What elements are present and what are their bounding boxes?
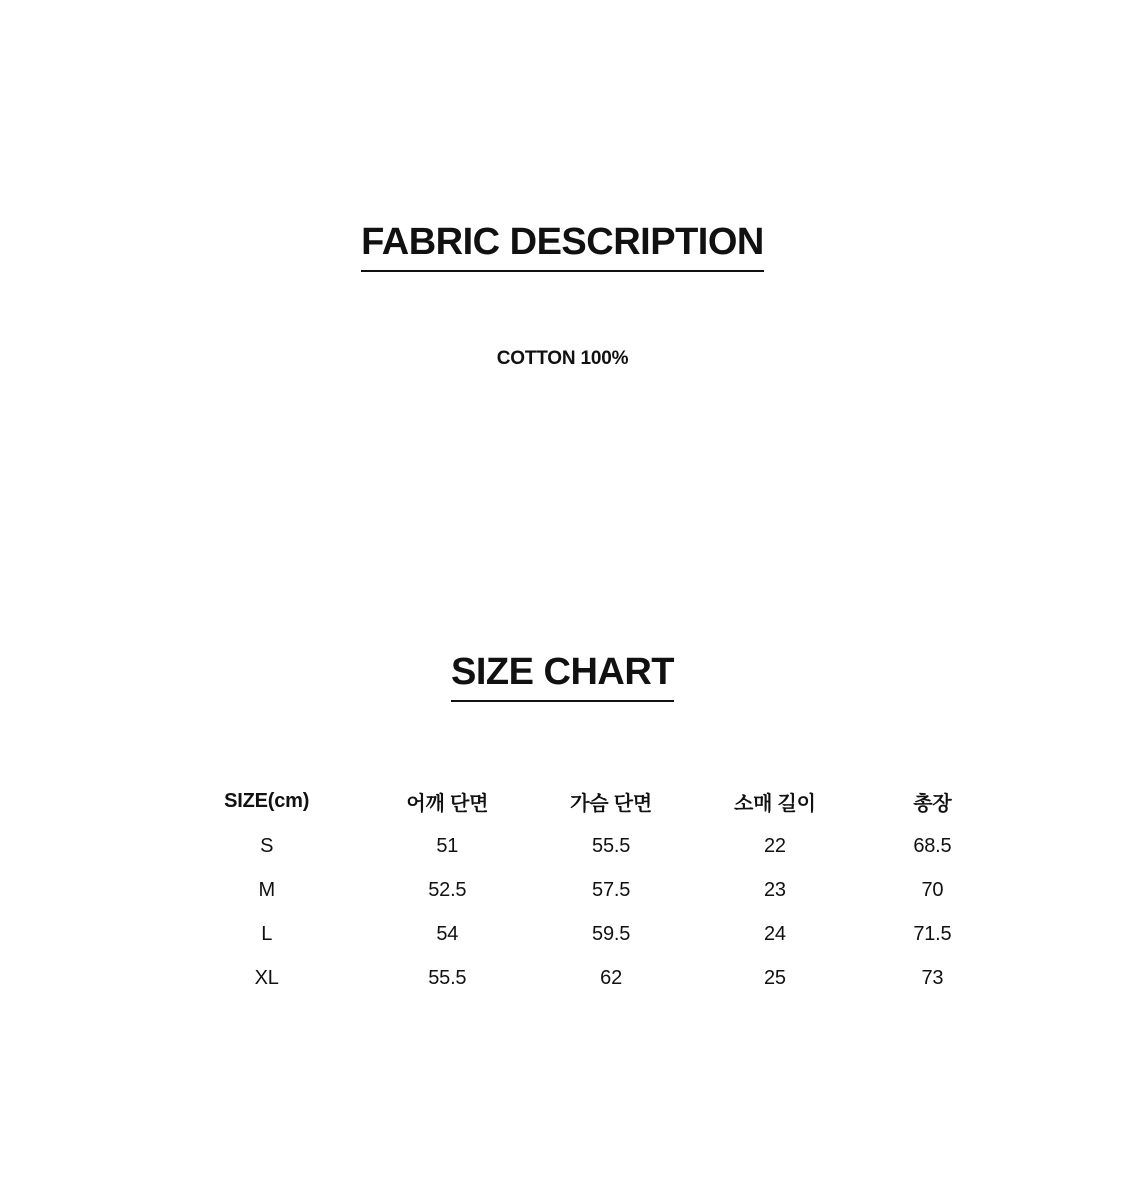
column-header-sleeve: 소매 길이 xyxy=(733,792,816,815)
cell-size: XL xyxy=(254,966,279,989)
cell-shoulder: 55.5 xyxy=(428,966,467,989)
cell-chest: 55.5 xyxy=(592,834,631,857)
table-row xyxy=(168,868,1008,912)
size-chart-table xyxy=(168,778,1008,1000)
column-header-chest: 가슴 단면 xyxy=(570,792,652,815)
cell-chest: 59.5 xyxy=(592,922,631,945)
cell-length: 73 xyxy=(921,966,944,989)
size-chart-table-wrapper xyxy=(168,778,1008,1000)
cell-size: M xyxy=(258,878,275,901)
cell-size: L xyxy=(261,922,273,945)
cell-chest: 57.5 xyxy=(592,878,631,901)
cell-length: 68.5 xyxy=(913,834,952,857)
table-row xyxy=(168,824,1008,868)
cell-chest: 62 xyxy=(600,966,623,989)
fabric-composition-text: COTTON 100% xyxy=(496,348,629,369)
fabric-description-heading: FABRIC DESCRIPTION xyxy=(361,222,764,272)
cell-sleeve: 23 xyxy=(763,878,786,901)
table-header-row xyxy=(168,778,1008,824)
size-chart-heading: SIZE CHART xyxy=(451,652,674,702)
table-row xyxy=(168,912,1008,956)
cell-shoulder: 51 xyxy=(436,834,459,857)
cell-sleeve: 22 xyxy=(763,834,786,857)
cell-size: S xyxy=(260,834,274,857)
cell-length: 71.5 xyxy=(913,922,952,945)
cell-shoulder: 52.5 xyxy=(428,878,467,901)
column-header-length: 총장 xyxy=(913,792,952,815)
column-header-shoulder: 어깨 단면 xyxy=(406,792,489,815)
size-chart-section xyxy=(0,652,1125,702)
column-header-size: SIZE(cm) xyxy=(224,789,310,812)
cell-sleeve: 25 xyxy=(763,966,786,989)
cell-sleeve: 24 xyxy=(763,922,786,945)
table-row xyxy=(168,956,1008,1000)
cell-shoulder: 54 xyxy=(436,922,459,945)
fabric-description-section xyxy=(0,222,1125,272)
cell-length: 70 xyxy=(921,878,944,901)
